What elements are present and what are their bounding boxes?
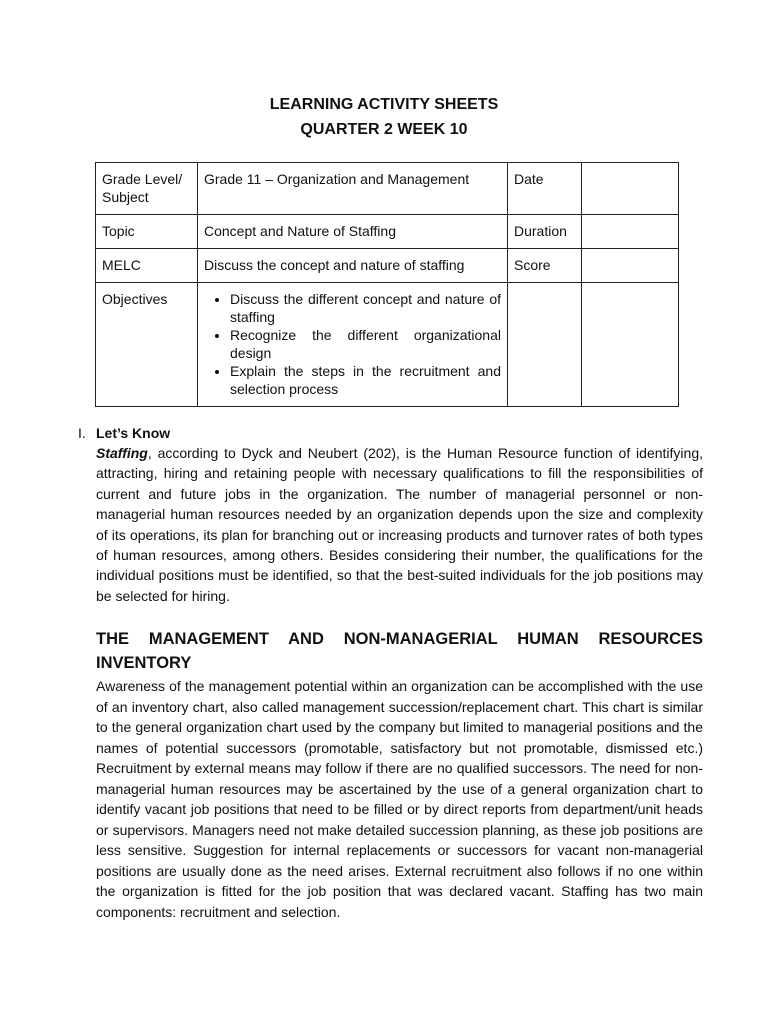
topic-value: Concept and Nature of Staffing (198, 215, 508, 249)
lead-term: Staffing (96, 445, 148, 461)
table-row (96, 215, 679, 249)
topic-label: Topic (96, 215, 198, 249)
grade-level-value: Grade 11 – Organization and Management (198, 163, 508, 215)
duration-value[interactable] (582, 215, 679, 249)
duration-label: Duration (508, 215, 582, 249)
info-table (95, 162, 679, 407)
date-label: Date (508, 163, 582, 215)
sheet-subtitle: QUARTER 2 WEEK 10 (300, 121, 468, 138)
table-row (96, 283, 679, 407)
objective-item: • Discuss the different concept and nature of staffing (230, 290, 501, 326)
paragraph-text: , according to Dyck and Neubert (202), is the Human Resource function of identifying, attracting, hiring and retaining people with necessary qualifications to fill the responsibilities of current and future jobs in the organization. The number of managerial personnel or non-managerial human resources needed by an organization depends upon the size and complexity of its operations, its plan for branching out or increasing products and turnover rates of both types of human resources, among others. Besides considering their number, the qualifications for the individual positions must be identified, so that the best-suited individuals for the job positions may be selected for hiring. (96, 445, 703, 604)
inventory-heading: THE MANAGEMENT AND NON-MANAGERIAL HUMAN RESOURCES INVENTORY (96, 630, 703, 672)
melc-label: MELC (96, 249, 198, 283)
grade-level-label: Grade Level/ Subject (96, 163, 198, 215)
objectives-blank-cell (582, 283, 679, 407)
score-label: Score (508, 249, 582, 283)
melc-value: Discuss the concept and nature of staffing (198, 249, 508, 283)
objective-item: • Recognize the different organizational design (230, 326, 501, 362)
objective-item: • Explain the steps in the recruitment and selection process (230, 362, 501, 398)
date-value[interactable] (582, 163, 679, 215)
section-number: I. (78, 425, 86, 441)
table-row (96, 249, 679, 283)
table-row (96, 163, 679, 215)
section-heading: Let’s Know (96, 425, 171, 441)
objectives-cell (198, 283, 508, 407)
objectives-blank-cell (508, 283, 582, 407)
inventory-paragraph: Awareness of the management potential within an organization can be accomplished with the use of an inventory chart, also called management succession/replacement chart. This chart is similar to the general organization chart used by the company but limited to managerial positions and the names of potential successors (promotable, satisfactory but not promotable, dismissed etc.) Recruitment by external means may follow if there are no qualified successors. The need for non-managerial human resources may be ascertained by the use of a general organization chart to identify vacant job positions that need to be filled or by direct reports from department/unit heads or supervisors. Managers need not make detailed succession planning, as these job positions are less sensitive. Suggestion for internal replacements or successors for vacant non-managerial positions are usually done as the need arises. External recruitment also follows if no one within the organization is fitted for the job position that was declared vacant. Staffing has two main components: recruitment and selection. (96, 678, 703, 920)
objectives-label: Objectives (96, 283, 198, 407)
staffing-paragraph (96, 443, 703, 606)
objectives-list (204, 290, 501, 398)
score-value[interactable] (582, 249, 679, 283)
sheet-title: LEARNING ACTIVITY SHEETS (269, 96, 499, 113)
